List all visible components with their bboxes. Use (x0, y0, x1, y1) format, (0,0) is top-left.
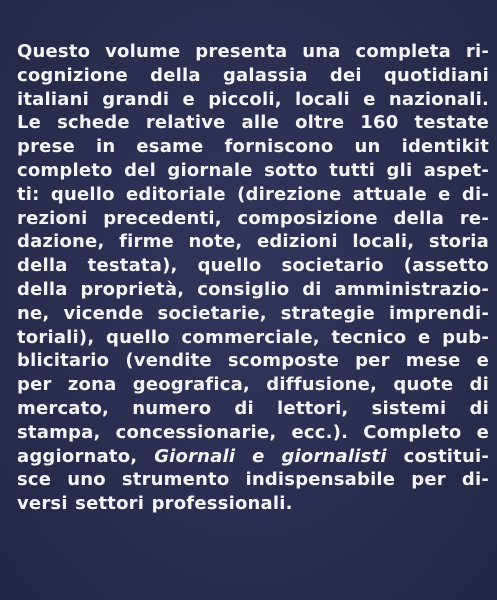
blurb-line: versi settori professionali. (17, 493, 293, 515)
blurb-text: aggiornato, (17, 445, 155, 467)
blurb-line: della testata), quello societario (assetto (17, 255, 489, 277)
blurb-line: per zona geografica, diffusione, quote di (17, 374, 489, 396)
blurb-line-with-title (17, 445, 489, 469)
blurb-line: prese in esame forniscono un identikit (17, 136, 489, 158)
blurb-line: toriali), quello commerciale, tecnico e pub- (17, 326, 489, 348)
blurb-text: costitui- (386, 445, 489, 467)
cover-blurb (17, 40, 489, 516)
blurb-line: ti: quello editoriale (direzione attuale e di- (17, 183, 489, 205)
blurb-line: italiani grandi e piccoli, locali e nazionali. (17, 88, 489, 110)
blurb-line: Le schede relative alle oltre 160 testate (17, 112, 489, 134)
blurb-line: dazione, firme note, edizioni locali, storia (17, 231, 489, 253)
blurb-line: stampa, concessionarie, ecc.). Completo e (17, 421, 489, 443)
blurb-line: mercato, numero di lettori, sistemi di (17, 397, 489, 419)
blurb-line: Questo volume presenta una completa ri- (17, 41, 489, 62)
blurb-line: ne, vicende societarie, strategie imprendi- (17, 302, 489, 324)
blurb-line: blicitario (vendite scomposte per mese e (17, 350, 489, 372)
blurb-line: completo del giornale sotto tutti gli aspet- (17, 159, 489, 181)
blurb-line: della proprietà, consiglio di amministrazio- (17, 278, 489, 300)
blurb-line: sce uno strumento indispensabile per di- (17, 469, 489, 491)
book-title-italic: Giornali e giornalisti (154, 445, 387, 467)
blurb-line: cognizione della galassia dei quotidiani (17, 64, 489, 86)
blurb-line: rezioni precedenti, composizione della re- (17, 207, 489, 229)
